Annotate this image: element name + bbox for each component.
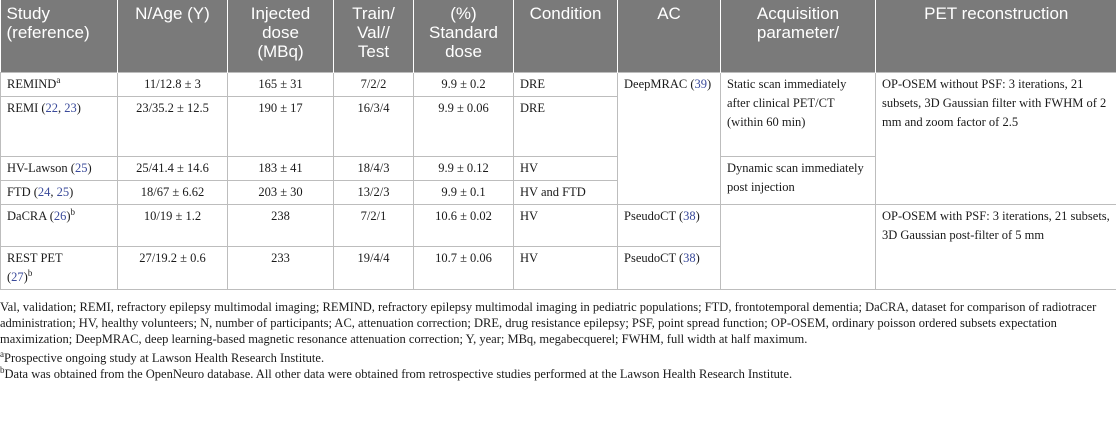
reference-link[interactable]: 22: [45, 100, 59, 115]
cell-dose: 165 ± 31: [228, 72, 334, 96]
cell-study: HV-Lawson (25): [1, 156, 118, 180]
abbreviations-note: Val, validation; REMI, refractory epilepsy multimodal imaging; REMIND, refractory epilepsy multimodal imaging in pediatric populations; FTD, frontotemporal dementia; DaCRA, dataset for comparison of radiotracer administration; HV, healthy volunteers; N, number of participants; AC, attenuation correction; DRE, drug resistance epilepsy; PSF, point spread function; OP-OSEM, ordinary poisson ordered subsets expectation maximization; DeepMRAC, deep learning-based magnetic resonance attenuation correction; Y, year; MBq, megabecquerel; FWHM, full width at half maximum.: [0, 300, 1097, 346]
cell-dose: 190 ± 17: [228, 96, 334, 156]
cell-dose: 183 ± 41: [228, 156, 334, 180]
cell-condition: HV: [514, 156, 618, 180]
cell-condition: HV and FTD: [514, 180, 618, 204]
header-condition: Condition: [514, 0, 618, 72]
cell-study: DaCRA $(26)^b$: [1, 204, 118, 246]
cell-n-age: 11/12.8 ± 3: [118, 72, 228, 96]
cell-study: REMI (22, 23): [1, 96, 118, 156]
reference-link[interactable]: 25: [74, 160, 88, 175]
cell-condition: DRE: [514, 96, 618, 156]
header-injected-dose: Injected dose (MBq): [228, 0, 334, 72]
cell-split: 19/4/4: [334, 246, 414, 289]
header-reconstruction: PET reconstruction: [876, 0, 1116, 72]
table-footnotes: [0, 299, 1108, 382]
reference-link[interactable]: 38: [683, 208, 696, 223]
cell-std-dose: 9.9 ± 0.2: [414, 72, 514, 96]
reference-link[interactable]: 39: [694, 76, 707, 91]
header-ac: AC: [618, 0, 721, 72]
cell-n-age: 23/35.2 ± 12.5: [118, 96, 228, 156]
cell-std-dose: 9.9 ± 0.12: [414, 156, 514, 180]
cell-std-dose: 9.9 ± 0.1: [414, 180, 514, 204]
cell-ac-pseudoct: PseudoCT (38): [618, 246, 721, 289]
reference-link[interactable]: 27: [11, 269, 24, 284]
reference-link[interactable]: 38: [683, 250, 696, 265]
cell-dose: 233: [228, 246, 334, 289]
cell-study: REST PET $(27)^b$: [1, 246, 118, 289]
footnote-a: $^a$Prospective ongoing study at Lawson Health Research Institute.: [0, 348, 325, 365]
cell-study: FTD (24, 25): [1, 180, 118, 204]
cell-split: 18/4/3: [334, 156, 414, 180]
cell-condition: DRE: [514, 72, 618, 96]
header-acquisition: Acquisition parameter/: [721, 0, 876, 72]
cell-n-age: 27/19.2 ± 0.6: [118, 246, 228, 289]
reference-link[interactable]: 24: [37, 184, 51, 199]
cell-split: 7/2/1: [334, 204, 414, 246]
cell-std-dose: 9.9 ± 0.06: [414, 96, 514, 156]
cell-dose: 203 ± 30: [228, 180, 334, 204]
cell-n-age: 10/19 ± 1.2: [118, 204, 228, 246]
cell-ac-pseudoct: PseudoCT (38): [618, 204, 721, 246]
cell-acq-static: Static scan immediately after clinical PET/CT (within 60 min): [721, 72, 876, 156]
header-n-age: N/Age (Y): [118, 0, 228, 72]
reference-link[interactable]: 26: [53, 208, 67, 223]
cell-condition: HV: [514, 204, 618, 246]
cell-split: 16/3/4: [334, 96, 414, 156]
cell-std-dose: 10.6 ± 0.02: [414, 204, 514, 246]
reference-link[interactable]: 23: [64, 100, 77, 115]
cell-ac-deepmrac: DeepMRAC (39): [618, 72, 721, 204]
cell-n-age: 25/41.4 ± 14.6: [118, 156, 228, 180]
table-row: [1, 204, 1116, 246]
header-study: Study (reference): [1, 0, 118, 72]
cell-condition: HV: [514, 246, 618, 289]
cell-dose: 238: [228, 204, 334, 246]
header-standard-dose: (%) Standard dose: [414, 0, 514, 72]
cell-acq-empty: [721, 204, 876, 289]
cell-std-dose: 10.7 ± 0.06: [414, 246, 514, 289]
footnote-b: $^b$Data was obtained from the OpenNeuro database. All other data were obtained from retrospective studies performed at the Lawson Health Research Institute.: [0, 364, 793, 381]
cell-recon-2: OP-OSEM with PSF: 3 iterations, 21 subsets, 3D Gaussian post-filter of 5 mm: [876, 204, 1116, 289]
cell-n-age: 18/67 ± 6.62: [118, 180, 228, 204]
table-row: [1, 72, 1116, 96]
cell-study: REMIND$^a$: [1, 72, 118, 96]
reference-link[interactable]: 25: [56, 184, 70, 199]
cell-split: 7/2/2: [334, 72, 414, 96]
table-header-row: [1, 0, 1116, 72]
header-split: Train/ Val// Test: [334, 0, 414, 72]
cell-recon-1: OP-OSEM without PSF: 3 iterations, 21 subsets, 3D Gaussian filter with FWHM of 2 mm and zoom factor of 2.5: [876, 72, 1116, 204]
cell-acq-dynamic: Dynamic scan immediately post injection: [721, 156, 876, 204]
cell-split: 13/2/3: [334, 180, 414, 204]
